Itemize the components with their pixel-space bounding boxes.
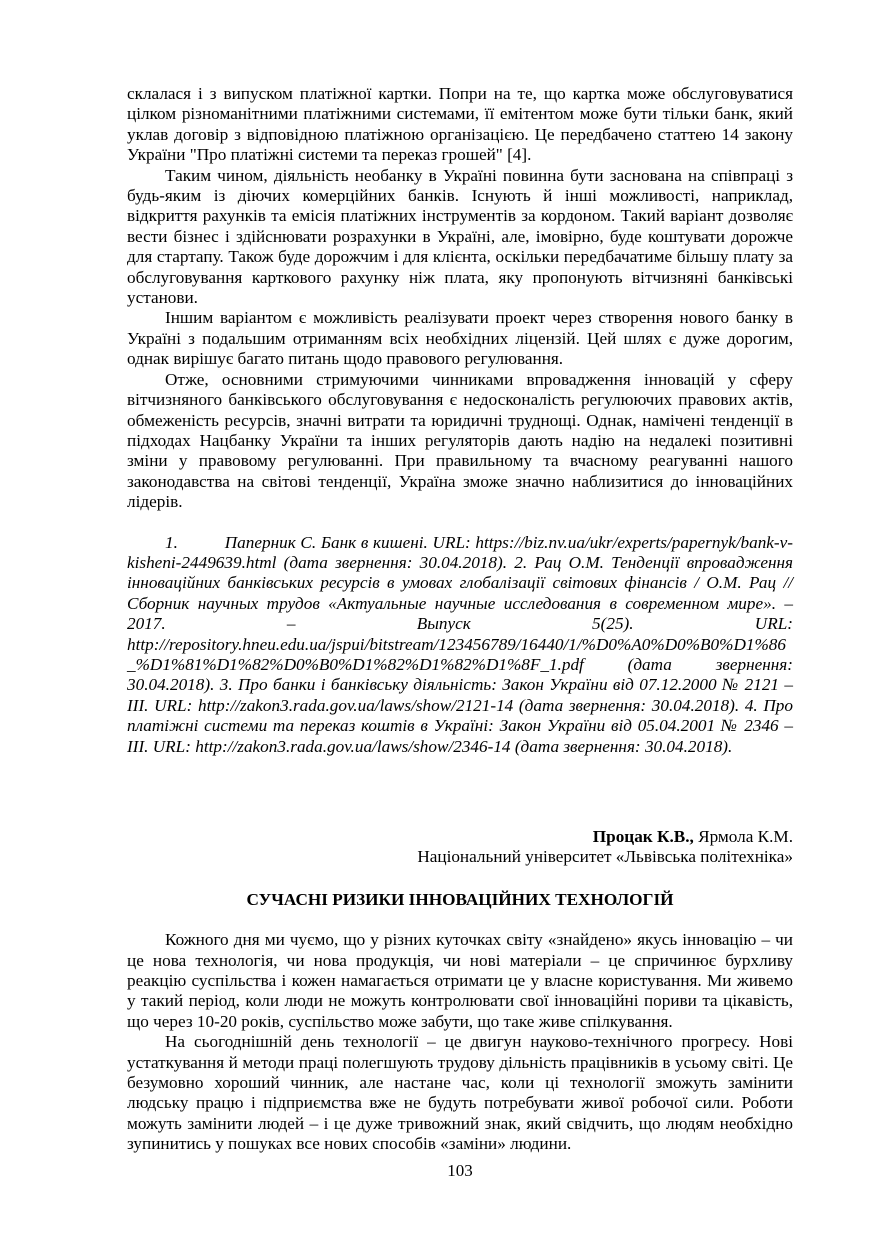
paragraph: Кожного дня ми чуємо, що у різних куточках світу «знайдено» якусь інновацію – чи це нова технологія, чи нова продукція, чи нові матеріали – це спричинює бурхливу реакцію суспільства і кожен намагається отримати це у власне користування. Ми живемо у такий період, коли люди не можуть контролювати свої інноваційні пориви та цікавість, що через 10-20 років, суспільство може забути, що таке живе спілкування. <box>127 930 793 1031</box>
article-authors <box>127 827 793 847</box>
affiliation: Національний університет «Львівська політехніка» <box>417 847 793 867</box>
document-page <box>127 0 793 1201</box>
paragraph: Отже, основними стримуючими чинниками впровадження інновацій у сферу вітчизняного банківського обслуговування є недосконалість регулюючих правових актів, обмеженість ресурсів, значні витрати та юридичні труднощі. Однак, намічені тенденції в підходах Нацбанку України та інших регуляторів дають надію на недалекі позитивні зміни у правовому регулюванні. При правильному та вчасному реагуванні нашого законодавства на світові тенденції, Україна зможе значно наблизитися до інноваційних лідерів. <box>127 369 793 512</box>
paragraph: Таким чином, діяльність необанку в Україні повинна бути заснована на співпраці з будь-яким із діючих комерційних банків. Існують й інші можливості, наприклад, відкриття рахунків та емісія платіжних інструментів за кордоном. Такий варіант дозволяє вести бізнес і здійснювати розрахунки в Україні, але, імовірно, буде коштувати дорожче для стартапу. Також буде дорожчим і для клієнта, оскільки передбачатиме більшу плату за обслуговування карткового рахунку ніж плата, яку пропонують вітчизняні банківські установи. <box>127 165 793 308</box>
references: 1. Паперник С. Банк в кишені. URL: https://biz.nv.ua/ukr/experts/papernyk/bank-v-kisheni-2449639.html (дата звернення: 30.04.2018). 2. Рац О.М. Тенденції впровадження інноваційних банківських ресурсів в умовах глобалізації світових фінансів / О.М. Рац // Сборник научных трудов «Актуальные научные исследования в современном мире». – 2017. – Выпуск 5(25). URL: http://repository.hneu.edu.ua/jspui/bitstream/123456789/16440/1/%D0%A0%D0%B0%D1%86_%D1%81%D1%82%D0%B0%D1%82%D1%82%D1%8F_1.pdf (дата звернення: 30.04.2018). 3. Про банки і банківську діяльність: Закон України від 07.12.2000 № 2121 – III. URL: http://zakon3.rada.gov.ua/laws/show/2121-14 (дата звернення: 30.04.2018). 4. Про платіжні системи та переказ коштів в Україні: Закон України від 05.04.2001 № 2346 – III. URL: http://zakon3.rada.gov.ua/laws/show/2346-14 (дата звернення: 30.04.2018). <box>127 532 793 756</box>
author-secondary: Ярмола К.М. <box>693 827 793 846</box>
paragraph: Іншим варіантом є можливість реалізувати проект через створення нового банку в Україні з подальшим отриманням всіх необхідних ліцензій. Цей шлях є дуже дорогим, однак вирішує багато питань щодо правового регулювання. <box>127 308 793 369</box>
author-primary: Процак К.В., <box>592 827 694 846</box>
paragraph: склалася і з випуском платіжної картки. Попри на те, що картка може обслуговуватися цілком різноманітними платіжними системами, її емітентом може бути тільки банк, який уклав договір з відповідною платіжною організацією. Це передбачено статтею 14 закону України "Про платіжні системи та переказ грошей" [4]. <box>127 84 793 165</box>
article-title: СУЧАСНІ РИЗИКИ ІННОВАЦІЙНИХ ТЕХНОЛОГІЙ <box>246 889 674 909</box>
page-number: 103 <box>447 1160 473 1180</box>
paragraph: На сьогоднішній день технології – це двигун науково-технічного прогресу. Нові устаткування й методи праці полегшують трудову дільність працівників в усьому світі. Це безумовно хороший чинник, але настане час, коли ці технології зможуть замінити людську працю і підприємства вже не будуть потребувати живої робочої сили. Роботи можуть замінити людей – і це дуже тривожний знак, який свідчить, що людям необхідно зупинитись у пошуках все нових способів «заміни» людини. <box>127 1032 793 1154</box>
